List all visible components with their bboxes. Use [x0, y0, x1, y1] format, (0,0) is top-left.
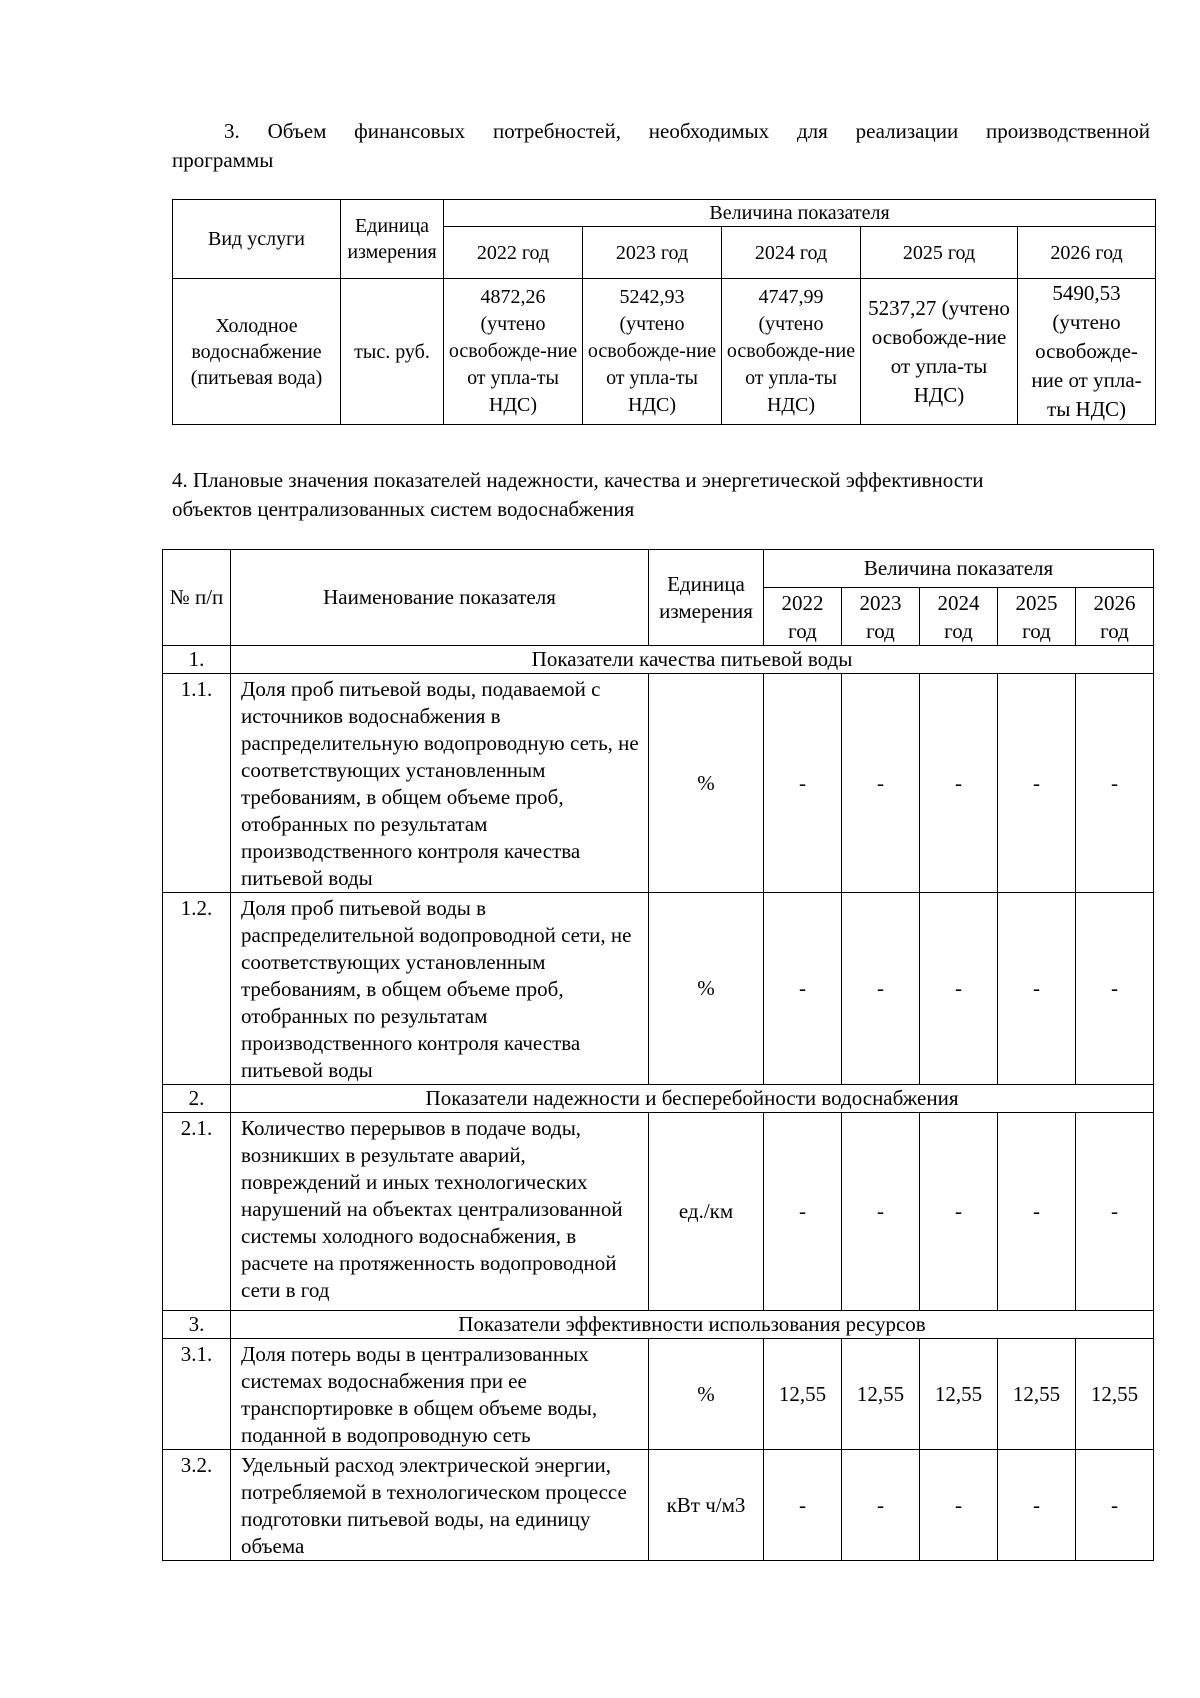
table-row	[163, 893, 1154, 1085]
cell-unit: тыс. руб.	[341, 279, 444, 425]
value-cell: -	[842, 893, 920, 1085]
year-header: 2023 год	[842, 588, 920, 646]
table-row	[163, 1450, 1154, 1561]
value-cell: 5242,93 (учтено освобожде-ние от упла-ты НДС)	[583, 279, 722, 425]
section-4-heading	[172, 466, 1150, 524]
value-cell: 12,55	[920, 1339, 998, 1450]
section-3-heading	[172, 117, 1150, 175]
table-row	[163, 1339, 1154, 1450]
section-4-heading-line1: 4. Плановые значения показателей надежности, качества и энергетической эффективности	[172, 468, 984, 492]
header-num: № п/п	[163, 550, 231, 646]
value-cell: -	[842, 1113, 920, 1311]
value-cell: -	[920, 674, 998, 893]
group-number: 2.	[163, 1085, 231, 1113]
cell-service: Холодное водоснабжение (питьевая вода)	[173, 279, 341, 425]
year-header: 2024 год	[722, 227, 861, 279]
group-row	[163, 1085, 1154, 1113]
value-cell: 5237,27 (учтено освобожде-ние от упла-ты НДС)	[861, 279, 1018, 425]
indicator-name: Количество перерывов в подаче воды, возникших в результате аварий, повреждений и иных технологических нарушений на объектах централизованной системы холодного водоснабжения, в расчете на протяженность водопроводной сети в год	[231, 1113, 649, 1311]
header-value: Величина показателя	[764, 550, 1154, 588]
indicator-name: Удельный расход электрической энергии, потребляемой в технологическом процессе подготовки питьевой воды, на единицу объема	[231, 1450, 649, 1561]
group-row	[163, 646, 1154, 674]
year-header: 2022 год	[764, 588, 842, 646]
year-header: 2025 год	[861, 227, 1018, 279]
value-cell: 4872,26 (учтено освобожде-ние от упла-ты НДС)	[444, 279, 583, 425]
group-title: Показатели качества питьевой воды	[231, 646, 1154, 674]
table-row	[163, 1113, 1154, 1311]
row-number: 1.1.	[163, 674, 231, 893]
indicator-unit: %	[649, 1339, 764, 1450]
year-header: 2026 год	[1076, 588, 1154, 646]
indicator-unit: %	[649, 674, 764, 893]
group-title: Показатели эффективности использования ресурсов	[231, 1311, 1154, 1339]
value-cell: -	[1076, 1113, 1154, 1311]
value-cell: -	[998, 674, 1076, 893]
indicator-name: Доля потерь воды в централизованных системах водоснабжения при ее транспортировке в общем объеме воды, поданной в водопроводную сеть	[231, 1339, 649, 1450]
indicators-table	[162, 549, 1154, 1561]
header-service: Вид услуги	[173, 200, 341, 279]
section-3-heading-line2: программы	[172, 148, 274, 172]
section-4-heading-line2: объектов централизованных систем водоснабжения	[172, 497, 635, 521]
group-number: 1.	[163, 646, 231, 674]
row-number: 2.1.	[163, 1113, 231, 1311]
row-number: 3.2.	[163, 1450, 231, 1561]
value-cell: 4747,99 (учтено освобожде-ние от упла-ты НДС)	[722, 279, 861, 425]
value-cell: 12,55	[842, 1339, 920, 1450]
year-header: 2024 год	[920, 588, 998, 646]
value-cell: -	[1076, 893, 1154, 1085]
value-cell: -	[1076, 674, 1154, 893]
value-cell: -	[998, 1113, 1076, 1311]
section-3-heading-line1: 3. Объем финансовых потребностей, необходимых для реализации производственной	[224, 119, 1150, 143]
group-number: 3.	[163, 1311, 231, 1339]
header-name: Наименование показателя	[231, 550, 649, 646]
indicator-unit: %	[649, 893, 764, 1085]
value-cell: -	[998, 893, 1076, 1085]
financial-needs-table	[172, 199, 1156, 425]
value-cell: 12,55	[764, 1339, 842, 1450]
indicator-unit: ед./км	[649, 1113, 764, 1311]
value-cell: -	[764, 1450, 842, 1561]
value-cell: -	[764, 1113, 842, 1311]
indicator-unit: кВт ч/м3	[649, 1450, 764, 1561]
year-header: 2025 год	[998, 588, 1076, 646]
value-cell: -	[764, 893, 842, 1085]
year-header: 2026 год	[1018, 227, 1156, 279]
header-unit: Единица измерения	[649, 550, 764, 646]
value-cell: -	[920, 1113, 998, 1311]
value-cell: 5490,53 (учтено освобожде-ние от упла-ты НДС)	[1018, 279, 1156, 425]
indicator-name: Доля проб питьевой воды, подаваемой с источников водоснабжения в распределительную водопроводную сеть, не соответствующих установленным требованиям, в общем объеме проб, отобранных по результатам производственного контроля качества питьевой воды	[231, 674, 649, 893]
value-cell: -	[842, 674, 920, 893]
year-header: 2023 год	[583, 227, 722, 279]
value-cell: -	[920, 1450, 998, 1561]
group-row	[163, 1311, 1154, 1339]
value-cell: -	[842, 1450, 920, 1561]
value-cell: 12,55	[998, 1339, 1076, 1450]
row-number: 1.2.	[163, 893, 231, 1085]
header-unit: Единица измерения	[341, 200, 444, 279]
value-cell: -	[920, 893, 998, 1085]
year-header: 2022 год	[444, 227, 583, 279]
header-value: Величина показателя	[444, 200, 1156, 227]
value-cell: 12,55	[1076, 1339, 1154, 1450]
value-cell: -	[998, 1450, 1076, 1561]
table-row	[163, 674, 1154, 893]
indicator-name: Доля проб питьевой воды в распределительной водопроводной сети, не соответствующих установленным требованиям, в общем объеме проб, отобранных по результатам производственного контроля качества питьевой воды	[231, 893, 649, 1085]
value-cell: -	[1076, 1450, 1154, 1561]
group-title: Показатели надежности и бесперебойности водоснабжения	[231, 1085, 1154, 1113]
value-cell: -	[764, 674, 842, 893]
row-number: 3.1.	[163, 1339, 231, 1450]
